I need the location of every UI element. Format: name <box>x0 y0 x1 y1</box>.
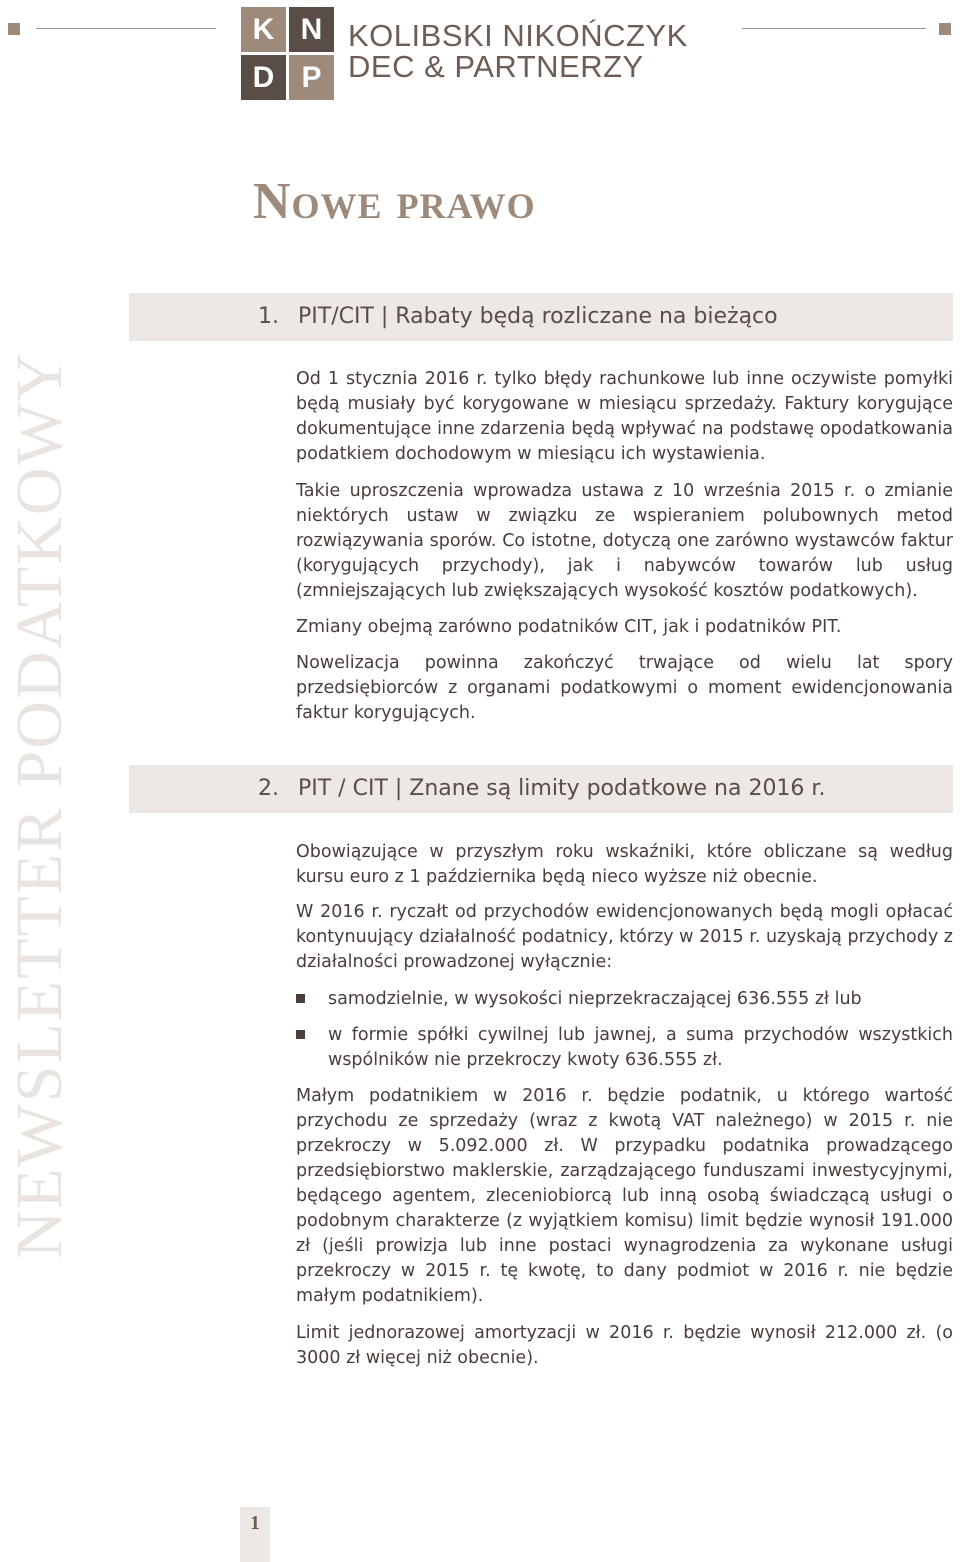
article-2-title: PIT / CIT | Znane są limity podatkowe na 2016 r. <box>298 776 826 801</box>
bullet-square-icon <box>296 1030 305 1039</box>
article-2-bullet: samodzielnie, w wysokości nieprzekraczającej 636.555 zł lub <box>328 989 862 1009</box>
article-2-heading <box>258 774 825 804</box>
firm-logo <box>241 7 334 100</box>
article-1-paragraph: Nowelizacja powinna zakończyć trwające od wielu lat spory przedsiębiorców z organami podatkowymi o moment ewidencjonowania faktur korygujących. <box>296 653 953 723</box>
corner-square-left <box>8 23 20 35</box>
article-2-paragraph: Małym podatnikiem w 2016 r. będzie podatnik, u którego wartość przychodu ze sprzedaży (wraz z kwotą VAT należnego) w 2015 r. nie przekroczy w 5.092.000 zł. W przypadku podatnika prowadzącego przedsiębiorstwo maklerskie, zarządzającego funduszami inwestycyjnymi, będącego agentem, zleceniobiorcą lub inną osobą świadczącą usługi o podobnym charakterze (z wyjątkiem komisu) limit będzie wynosił 191.000 zł (jeśli prowizja lub inne postaci wynagrodzenia za wykonane usługi przekroczy w 2015 r. tę kwotę, to dany podmiot w 2016 r. nie będzie małym podatnikiem). <box>296 1086 953 1306</box>
corner-square-right <box>939 23 951 35</box>
firm-name-line-2: DEC & PARTNERZY <box>348 49 644 84</box>
firm-name <box>348 20 688 82</box>
article-1-title: PIT/CIT | Rabaty będą rozliczane na bieżąco <box>298 304 778 329</box>
article-2-bullet: w formie spółki cywilnej lub jawnej, a suma przychodów wszystkich wspólników nie przekroczy kwoty 636.555 zł. <box>328 1025 953 1070</box>
logo-letter-n: N <box>289 7 334 52</box>
article-1-heading <box>258 302 778 332</box>
article-2-number: 2. <box>258 776 279 801</box>
article-1-paragraph: Takie uproszczenia wprowadza ustawa z 10 września 2015 r. o zmianie niektórych ustaw w związku ze wspieraniem polubownych metod rozwiązywania sporów. Co istotne, dotyczą one zarówno wystawców faktur (korygujących przychody), jak i nabywców towarów lub usług (zmniejszających lub zwiększających wysokość kosztów podatkowych). <box>296 481 953 601</box>
article-1-number: 1. <box>258 304 279 329</box>
article-2-paragraph: Obowiązujące w przyszłym roku wskaźniki, które obliczane są według kursu euro z 1 października będą nieco wyższe niż obecnie. <box>296 842 953 887</box>
article-1-paragraph: Od 1 stycznia 2016 r. tylko błędy rachunkowe lub inne oczywiste pomyłki będą musiały być korygowane w miesiącu sprzedaży. Faktury korygujące dokumentujące inne zdarzenia będą wpływać na podstawę opodatkowania podatkiem dochodowym w miesiącu ich wystawienia. <box>296 369 953 464</box>
section-title: Nowe prawo <box>253 173 536 230</box>
article-1-paragraph: Zmiany obejmą zarówno podatników CIT, jak i podatników PIT. <box>296 617 842 637</box>
firm-name-line-1: KOLIBSKI NIKOŃCZYK <box>348 18 688 53</box>
bullet-square-icon <box>296 994 305 1003</box>
header-rule-right <box>742 28 926 29</box>
page-number: 1 <box>250 1512 260 1534</box>
logo-letter-k: K <box>241 7 286 52</box>
article-2-paragraph: Limit jednorazowej amortyzacji w 2016 r. będzie wynosił 212.000 zł. (o 3000 zł więcej niż obecnie). <box>296 1323 953 1368</box>
logo-letter-p: P <box>289 55 334 100</box>
logo-letter-d: D <box>241 55 286 100</box>
article-2-paragraph: W 2016 r. ryczałt od przychodów ewidencjonowanych będą mogli opłacać kontynuujący działalność podatnicy, którzy w 2015 r. uzyskają przychody z działalności prowadzonej wyłącznie: <box>296 902 953 972</box>
header-rule-left <box>36 28 216 29</box>
newsletter-side-label: NEWSLETTER PODATKOWY <box>3 351 76 1259</box>
